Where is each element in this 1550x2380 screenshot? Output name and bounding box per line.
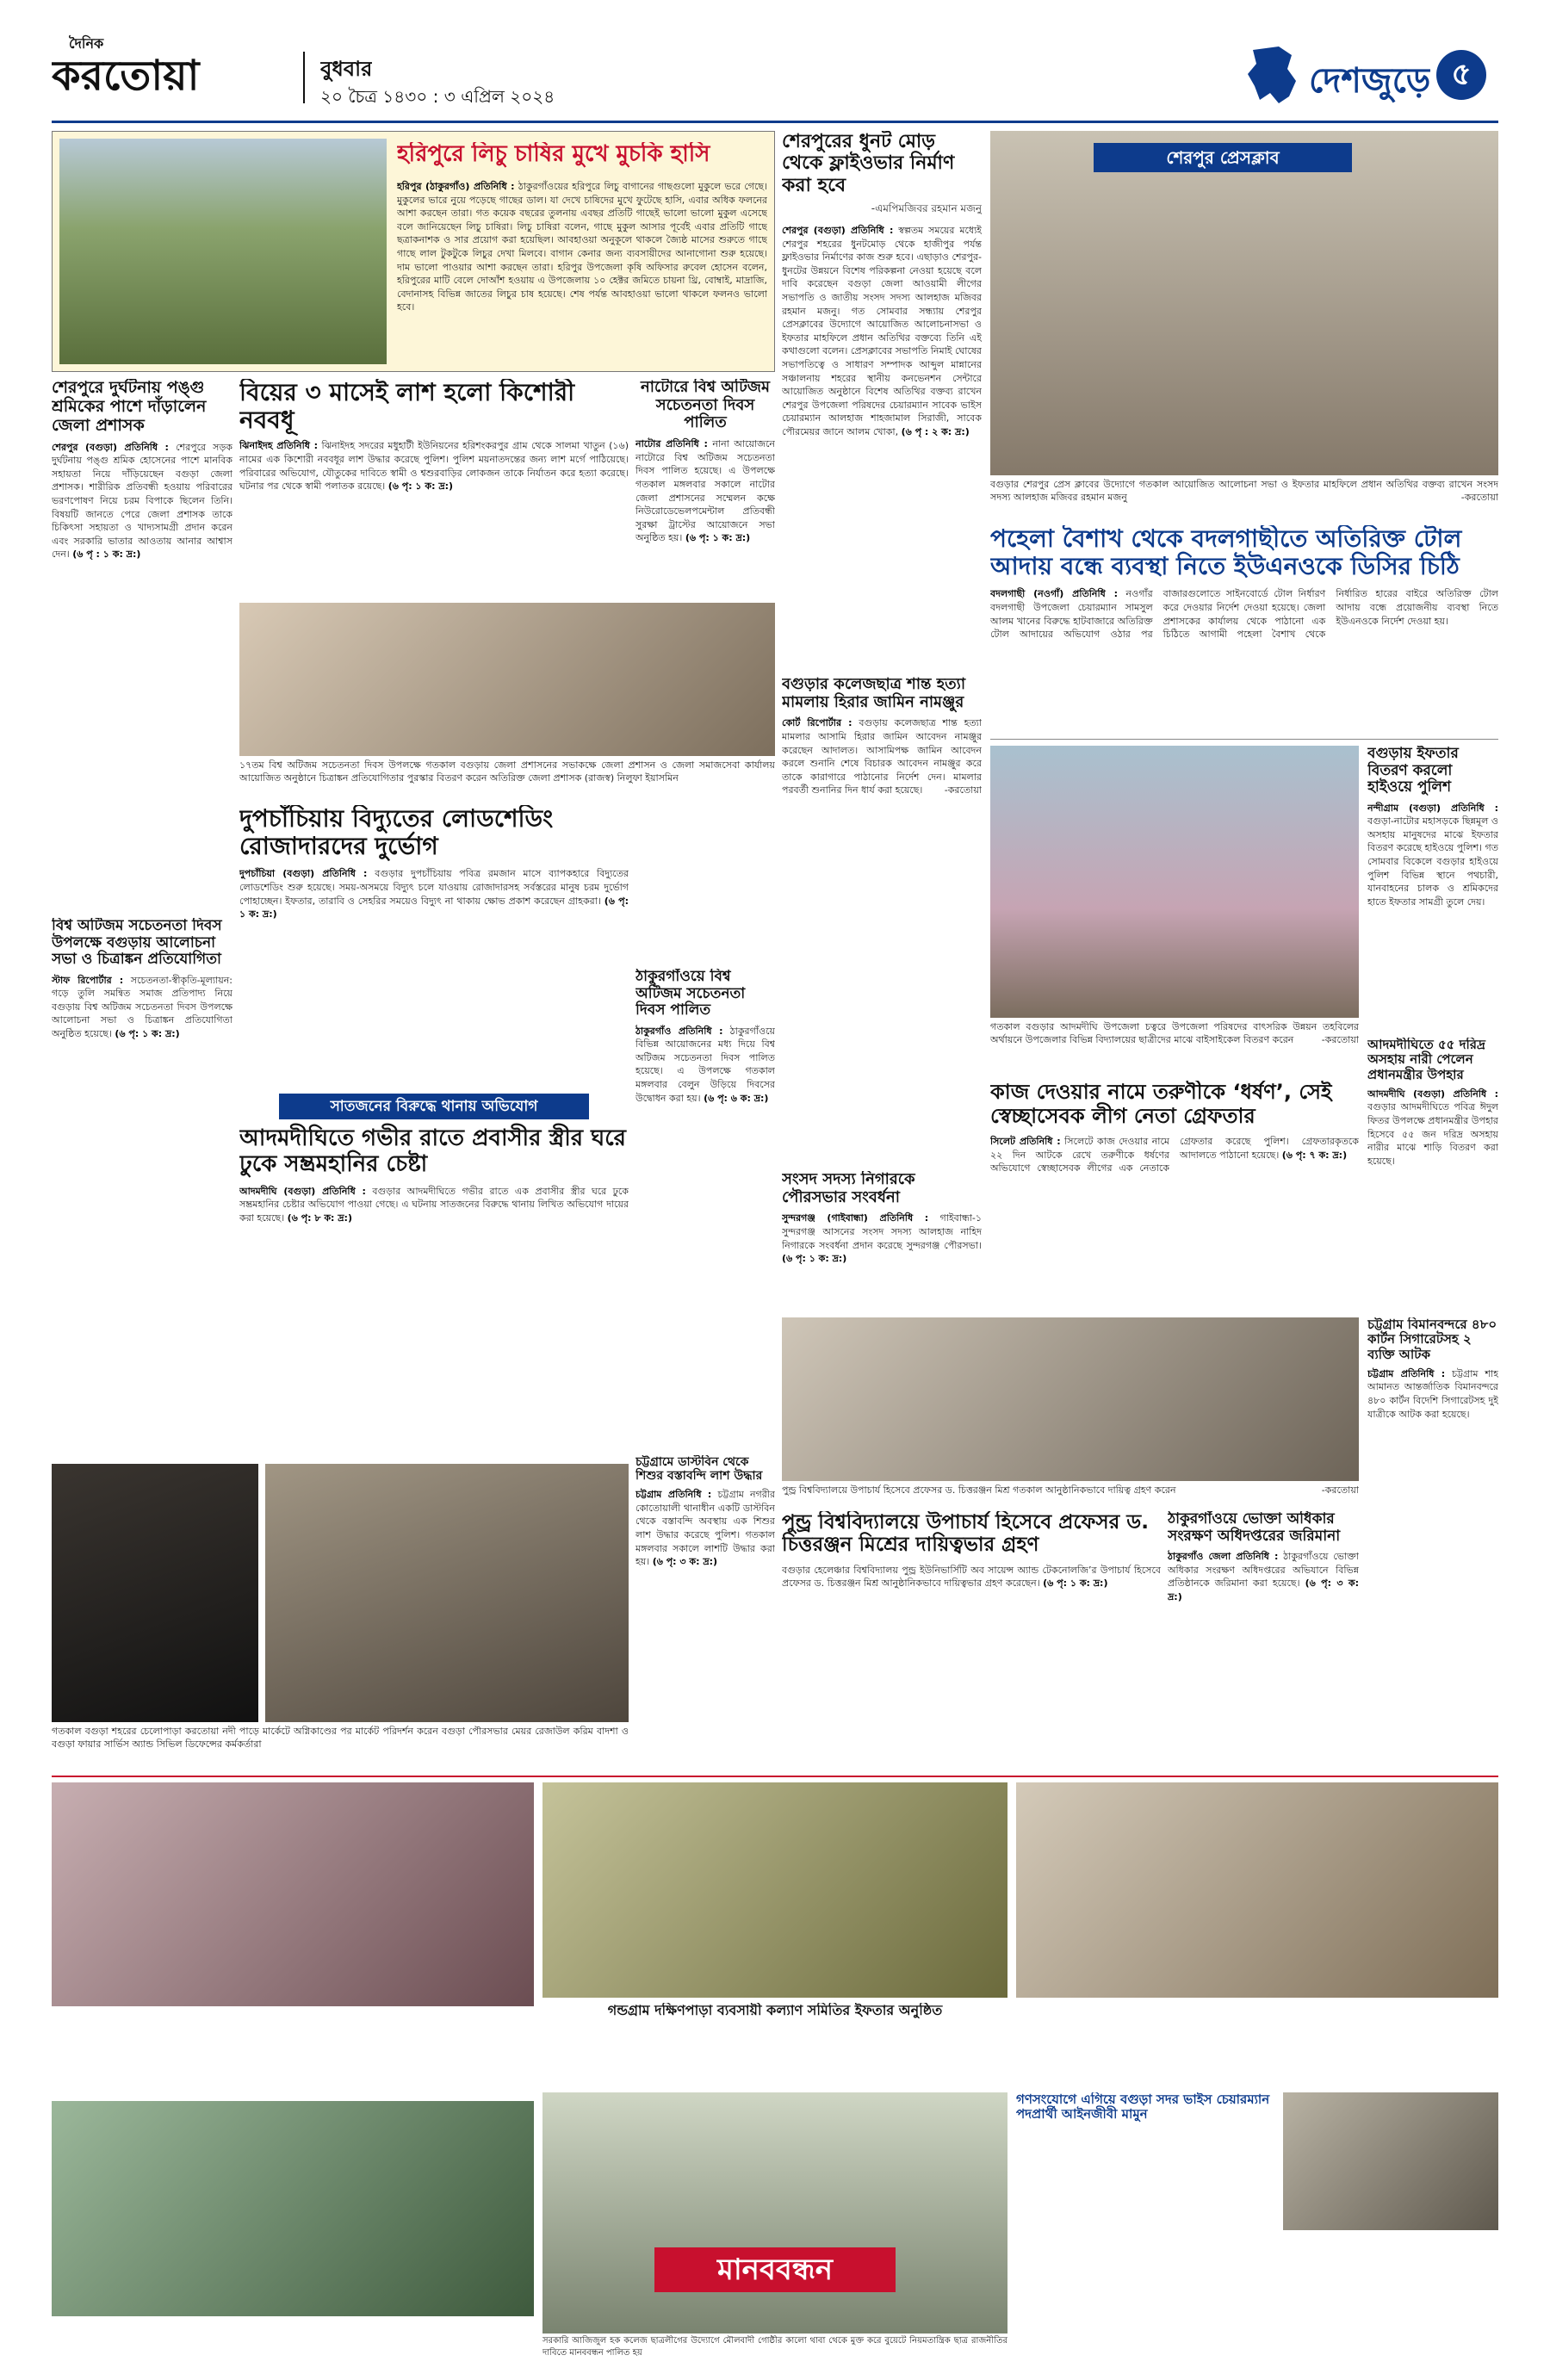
dustbin-headline: চট্টগ্রামে ডাস্টবিন থেকে শিশুর বস্তাবন্দি লাশ উদ্ধার [636, 1455, 763, 1484]
cigarette-article [1367, 1317, 1498, 1765]
sherpur-caption-credit: -করতোয়া [1460, 491, 1498, 503]
fire-photo-caption: গতকাল বগুড়া শহরের চেলোপাড়া করতোয়া নদী পাড়ে মার্কেটে অগ্নিকাণ্ডের পর মার্কেট পরিদর্শন করেন বগুড়া পৌরসভার মেয়র রেজাউল করিম বাদশা ও বগুড়া ফায়ার সার্ভিস অ্যান্ড সিভিল ডিফেন্সের কর্মকর্তারা [52, 1726, 629, 1750]
autism-bogura-lead-bold: স্টাফ রিপোর্টার : [52, 974, 124, 986]
loadshedding-article [239, 805, 629, 1089]
loadshedding-body [239, 867, 629, 920]
masthead [0, 0, 1550, 129]
dhorshon-headline: কাজ দেওয়ার নামে তরুণীকে ‘ধর্ষণ’, সেই স্বেচ্ছাসেবক লীগ নেতা গ্রেফতার [990, 1081, 1332, 1128]
thakurgaon-autism-article [636, 969, 775, 1451]
ifter-police-headline: বগুড়ায় ইফতার বিতরণ করলো হাইওয়ে পুলিশ [1367, 746, 1459, 796]
adamdighi-gift-headline: আদমদীঘিতে ৫৫ দরিদ্র অসহায় নারী পেলেন প্রধানমন্ত্রীর উপহার [1367, 1038, 1486, 1082]
lichi-headline: হরিপুরে লিচু চাষির মুখে মুচকি হাসি [397, 142, 710, 167]
toll-lead-bold: বদলগাছী (নওগাঁ) প্রতিনিধি : [990, 588, 1119, 600]
cigarette-lead: চট্টগ্রাম শাহ আমানত আন্তর্জাতিক বিমানবন্দরে ৪৮০ কার্টন বিদেশি সিগারেটসহ দুই যাত্রীকে আটক করা হয়েছে। [1367, 1367, 1498, 1420]
logo-small: দৈনিক [69, 35, 104, 52]
sherpur-photo-caption [990, 479, 1498, 505]
lichi-photo [59, 139, 387, 364]
autism-natore-lead: নানা আয়োজনে নাটোরে বিশ্ব অটিজম সচেতনতা দিবস পালিত হয়েছে। এ উপলক্ষে গতকাল মঙ্গলবার সকালে নাটোর জেলা প্রশাসনের সম্মেলন কক্ষে নিউরোডেভেলপমেন্টাল প্রতিবন্ধী সুরক্ষা ট্রাস্টের আয়োজনে সভা অনুষ্ঠিত হয়। [636, 438, 775, 544]
lower-rule [52, 1776, 1498, 1777]
vokta-lead-bold: ঠাকুরগাঁও জেলা প্রতিনিধি : [1168, 1551, 1279, 1563]
vokta-article [1168, 1511, 1359, 1770]
hira-headline: বগুড়ার কলেজছাত্র শান্ত হত্যা মামলায় হিরার জামিন নামঞ্জুর [782, 676, 966, 711]
hira-body [782, 716, 982, 797]
bike-caption-credit: -করতোয়া [1321, 1033, 1359, 1045]
vc-caption-credit: -করতোয়া [1321, 1484, 1359, 1496]
nobobodhu-headline: বিয়ের ৩ মাসেই লাশ হলো কিশোরী নববধূ [239, 379, 575, 435]
hira-credit: -করতোয়া [944, 784, 982, 796]
bottom-photo-3 [1016, 1782, 1498, 1998]
sherpur-photo [990, 131, 1498, 475]
toll-rule [990, 739, 1498, 740]
autism-photo [239, 603, 775, 756]
bike-photo-caption [990, 1021, 1359, 1047]
autism-natore-headline: নাটোরে বিশ্ব অটিজম সচেতনতা দিবস পালিত [641, 379, 770, 432]
toll-body [990, 587, 1498, 641]
pongu-article [52, 379, 232, 913]
dustbin-body [636, 1488, 775, 1569]
autism-bogura-article [52, 918, 232, 1460]
gongogram-headline: গন্ডগ্রাম দক্ষিণপাড়া ব্যবসায়ী কল্যাণ সমিতির ইফতার অনুষ্ঠিত [607, 2003, 943, 2018]
adamdighi-gift-article [1367, 1038, 1498, 1313]
manob-banner: মানববন্ধন [654, 2247, 896, 2292]
autism-photo-block [239, 603, 775, 801]
fire-photo-left [52, 1464, 258, 1722]
dustbin-continued: (৬ পৃ: ৩ ক: দ্র:) [652, 1556, 718, 1568]
songsod-article [782, 1171, 982, 1309]
dhorshon-article [990, 1081, 1359, 1313]
flyover-body [782, 224, 982, 439]
loadshedding-lead: বগুড়ার দুপচাঁচিয়ায় পবিত্র রমজান মাসে ব্যাপকহারে বিদ্যুতের লোডশেডিং শুরু হয়েছে। সময়-অসময়ে বিদ্যুৎ চলে যাওয়ায় রোজাদারসহ সর্বস্তরের মানুষ চরম দুর্ভোগ পোহাচ্ছেন। ইফতার, তারাবি ও সেহরির সময়েও বিদ্যুৎ না থাকায় ক্ষোভ প্রকাশ করেছেন গ্রাহকরা। [239, 868, 629, 907]
lichi-lead: ঠাকুরগাঁওয়ের হরিপুরে লিচু বাগানের গাছগুলো মুকুলে ভরে গেছে। মুকুলের ভারে নুয়ে পড়েছে গাছের ডাল। যা দেখে চাষিদের মুখে ফুটেছে হাসি, এবার অধিক ফলনের আশা করছেন তারা। গত কয়েক বছরের তুলনায় এবছর প্রতিটি গাছেই ভালো ভালো মুকুল এসেছে বলে জানিয়েছেন লিচু চাষিরা। লিচু চাষিরা বলেন, গাছে মুকুল আসার পূর্বেই এবার প্রতিটি গাছে ছত্রাকনাশক ও সার প্রয়োগ করা হয়েছিল। আবহাওয়া অনুকূলে থাকলে জ্যৈষ্ঠ মাসের শুরুতে গাছে গাছে লাল টুকটুকে লিচুর দেখা মিলবে। বাগান কেনার জন্য ব্যবসায়ীদের আনাগোনা শুরু হয়েছে। দাম ভালো পাওয়ার আশা করছেন তারা। হরিপুর উপজেলা কৃষি অফিসার রুবেল হোসেন বলেন, হরিপুরের মাটি বেলে দোআঁশ হওয়ায় এ উপজেলায় ১০ হেক্টর জমিতে চায়না থ্রি, বোম্বাই, মাদ্রাজি, বেদানাসহ বিভিন্ন জাতের লিচুর চাষ হয়েছে। শেষ পর্যন্ত আবহাওয়া ভালো থাকলে ফলনও ভালো হবে। [397, 181, 767, 313]
autism-bogura-body [52, 974, 232, 1041]
fire-photo-right [265, 1464, 629, 1722]
thakurgaon-autism-headline: ঠাকুরগাঁওয়ে বিশ্ব অটিজম সচেতনতা দিবস পালিত [636, 969, 746, 1020]
bangladesh-map-icon [1244, 43, 1300, 108]
bottom-photo-4 [52, 2101, 534, 2316]
masthead-rule [52, 121, 1498, 123]
nobobodhu-article [239, 379, 629, 598]
bottom-photo-2 [542, 1782, 1008, 1998]
sotojon-headline: আদমদীঘিতে গভীর রাতে প্রবাসীর স্ত্রীর ঘরে ঢুকে সম্ভ্রমহানির চেষ্টা [239, 1125, 626, 1177]
dhorshon-body [990, 1135, 1359, 1175]
vc-photo-block [782, 1317, 1359, 1507]
songsod-continued: (৬ পৃ: ১ ক: দ্র:) [782, 1253, 847, 1265]
vc-caption-text: পুন্ড্র বিশ্ববিদ্যালয়ে উপাচার্য হিসেবে প্রফেসর ড. চিত্তরঞ্জন মিশ্র গতকাল আনুষ্ঠানিকভাবে দায়িত্ব গ্রহণ করেন [782, 1484, 1176, 1496]
lichi-article [52, 131, 775, 372]
loadshedding-continued: (৬ পৃ: ১ ক: দ্র:) [239, 895, 629, 920]
loadshedding-headline: দুপচাঁচিয়ায় বিদ্যুতের লোডশেডিং রোজাদারদের দুর্ভোগ [239, 805, 554, 861]
page-number-value: ৫ [1451, 57, 1472, 92]
toll-headline: পহেলা বৈশাখ থেকে বদলগাছীতে অতিরিক্ত টোল আদায় বন্ধে ব্যবস্থা নিতে ইউএনওকে ডিসির চিঠি [990, 525, 1462, 581]
flyover-continued: (৬ পৃ : ২ ক: দ্র:) [901, 426, 970, 438]
masthead-day: বুধবার [320, 57, 373, 81]
flyover-article [782, 131, 982, 768]
songsod-headline: সংসদ সদস্য নিগারকে পৌরসভার সংবর্ধনা [782, 1171, 915, 1206]
vc-body [782, 1564, 1161, 1590]
autism-natore-article [636, 379, 775, 598]
loadshedding-lead-bold: দুপচাঁচিয়া (বগুড়া) প্রতিনিধি : [239, 868, 368, 880]
bike-photo-block [990, 746, 1359, 1073]
lichi-lead-bold: হরিপুর (ঠাকুরগাঁও) প্রতিনিধি : [397, 181, 515, 192]
vokta-headline: ঠাকুরগাঁওয়ে ভোক্তা অধিকার সংরক্ষণ অধিদপ্তরের জরিমানা [1168, 1511, 1341, 1545]
flyover-lead-bold: শেরপুর (বগুড়া) প্রতিনিধি : [782, 224, 894, 236]
dustbin-lead: চট্টগ্রাম নগরীর কোতোয়ালী থানাধীন একটি ডাস্টবিন থেকে বস্তাবন্দি অবস্থায় এক শিশুর লাশ উদ্ধার করেছে পুলিশ। গতকাল মঙ্গলবার সকালে লাশটি উদ্ধার করা হয়। [636, 1489, 775, 1568]
thakurgaon-autism-body [636, 1025, 775, 1106]
songsod-lead-bold: সুন্দরগঞ্জ (গাইবান্ধা) প্রতিনিধি : [782, 1212, 929, 1224]
toll-lead: নওগাঁর বদলগাছী উপজেলা চেয়ারম্যান সামসুল আলম খানের বিরুদ্ধে হাটবাজারে অতিরিক্ত টোল আদায়ের অভিযোগ ওঠার পর বাজারগুলোতে সাইনবোর্ডে টোল নির্ধারণ করে দেওয়ার নির্দেশ দেওয়া হয়েছে। জেলা প্রশাসকের কার্যালয় থেকে পাঠানো এক চিঠিতে আগামী পহেলা বৈশাখ থেকে নির্ধারিত হারের বাইরে অতিরিক্ত টোল আদায় বন্ধে প্রয়োজনীয় ব্যবস্থা নিতে ইউএনওকে নির্দেশ দেওয়া হয়। [990, 588, 1498, 641]
autism-natore-lead-bold: নাটোর প্রতিনিধি : [636, 438, 708, 450]
sherpur-photo-banner: শেরপুর প্রেসক্লাব [1094, 143, 1352, 172]
vc-photo [782, 1317, 1359, 1481]
sotojon-body [239, 1185, 629, 1225]
ifter-police-lead: বগুড়া-নাটোর মহাসড়কে ছিন্নমূল ও অসহায় মানুষদের মাঝে ইফতার বিতরণ করেছে হাইওয়ে পুলিশ। গত সোমবার বিকেলে বগুড়ার হাইওয়ে পুলিশ বিভিন্ন স্থানে পথচারী, যানবাহনের চালক ও শ্রমিকদের হাতে ইফতার সামগ্রী তুলে দেয়। [1367, 815, 1498, 908]
dainik-photo [1283, 2092, 1498, 2230]
logo-title: করতোয়া [52, 52, 200, 100]
sotojon-article [239, 1094, 629, 1455]
autism-bogura-continued: (৬ পৃ: ১ ক: দ্র:) [115, 1028, 180, 1040]
sherpur-photo-block [990, 131, 1498, 517]
vokta-body [1168, 1550, 1359, 1603]
ifter-police-article [1367, 746, 1498, 1030]
nobobodhu-continued: (৬ পৃ: ১ ক: দ্র:) [388, 480, 454, 493]
thakurgaon-autism-continued: (৬ পৃ: ৬ ক: দ্র:) [704, 1092, 769, 1104]
autism-natore-continued: (৬ পৃ: ১ ক: দ্র:) [685, 532, 751, 544]
adamdighi-gift-body [1367, 1088, 1498, 1168]
nobobodhu-lead-bold: ঝিনাইদহ প্রতিনিধি : [239, 440, 319, 452]
vc-article [782, 1511, 1161, 1770]
hira-article [782, 676, 982, 1158]
vc-lead: বগুড়ার হেলেঞ্চার বিশ্ববিদ্যালয় পুন্ড্র ইউনিভার্সিটি অব সায়েন্স অ্যান্ড টেকনোলজি’র উপাচার্য হিসেবে প্রফেসর ড. চিত্তরঞ্জন মিশ্র আনুষ্ঠানিকভাবে দায়িত্বভার গ্রহণ করেছেন। [782, 1564, 1161, 1590]
autism-bogura-headline: বিশ্ব অটিজম সচেতনতা দিবস উপলক্ষে বগুড়ায় আলোচনা সভা ও চিত্রাঙ্কন প্রতিযোগিতা [52, 918, 222, 969]
dustbin-lead-bold: চট্টগ্রাম প্রতিনিধি : [636, 1489, 712, 1501]
dustbin-article [636, 1455, 775, 1765]
dainik-headline: গণসংযোগে এগিয়ে বগুড়া সদর ভাইস চেয়ারম্যান পদপ্রার্থী আইনজীবী মামুন [1016, 2092, 1270, 2123]
cigarette-lead-bold: চট্টগ্রাম প্রতিনিধি : [1367, 1367, 1446, 1379]
cigarette-body [1367, 1367, 1498, 1421]
bike-photo [990, 746, 1359, 1018]
vokta-lead: ঠাকুরগাঁওয়ে ভোক্তা অধিকার সংরক্ষণ অধিদপ্তরের অভিযানে বিভিন্ন প্রতিষ্ঠানকে জরিমানা করা হয়েছে। [1168, 1551, 1359, 1590]
flyover-lead: স্বল্পতম সময়ের মধ্যেই শেরপুর শহরের ধুনটমোড় থেকে হাজীপুর পর্যন্ত ফ্লাইওভার নির্মাণের কাজ শুরু হবে। এছাড়াও শেরপুর-ধুনটের উন্নয়নে বিশেষ পরিকল্পনা নেওয়া হয়েছে বলে দাবি করেছেন বগুড়া জেলা আওয়ামী লীগের সভাপতি ও জাতীয় সংসদ সদস্য আলহাজ মজিবর রহমান মজনু। গত সোমবার সন্ধ্যায় শেরপুর প্রেসক্লাবের উদ্যোগে আয়োজিত আলোচনাসভা ও ইফতার মাহফিলে প্রধান অতিথির বক্তব্যে তিনি এই কথাগুলো বলেন। প্রেসক্লাবের সভাপতি নিমাই ঘোষের সভাপতিত্বে ও সাধারণ সম্পাদক আব্দুল মান্নানের সঞ্চালনায় শহরের স্থানীয় কনভেনশন সেন্টারে আয়োজিত অনুষ্ঠানে বিশেষ অতিথির বক্তব্য রাখেন শেরপুর উপজেলা পরিষদের চেয়ারম্যান সাবেক ভাইস চেয়ারম্যান আলহাজ শাহজামাল সিরাজী, সাবেক পৌরমেয়র জানে আলম খোকা, [782, 224, 982, 438]
dainik-block [1016, 2092, 1498, 2377]
ifter-police-lead-bold: নন্দীগ্রাম (বগুড়া) প্রতিনিধি : [1367, 802, 1498, 814]
adamdighi-gift-lead: বগুড়ার আদমদীঘিতে পবিত্র ঈদুল ফিতর উপলক্ষে প্রধানমন্ত্রীর উপহার হিসেবে ৫৫ জন দরিদ্র অসহায় নারীর মাঝে শাড়ি বিতরণ করা হয়েছে। [1367, 1101, 1498, 1167]
dhorshon-continued: (৬ পৃ: ৭ ক: দ্র:) [1281, 1149, 1348, 1161]
section-title: দেশজুড়ে [1309, 61, 1431, 101]
hira-lead-bold: কোর্ট রিপোর্টার : [782, 717, 852, 729]
sotojon-banner: সাতজনের বিরুদ্ধে থানায় অভিযোগ [279, 1094, 589, 1119]
sotojon-lead: বগুড়ার আদমদীঘিতে গভীর রাতে এক প্রবাসীর স্ত্রীর ঘরে ঢুকে সম্ভ্রমহানির চেষ্টার অভিযোগ পাওয়া গেছে। এ ঘটনায় সাতজনের বিরুদ্ধে থানায় লিখিত অভিযোগ দায়ের করা হয়েছে। [239, 1185, 629, 1224]
pongu-lead: শেরপুরে সড়ক দুর্ঘটনায় পঙ্গু শ্রমিক হোসেনের পাশে মানবিক সহায়তা নিয়ে দাঁড়িয়েছেন বগুড়া জেলা প্রশাসক। শারীরিক প্রতিবন্ধী হওয়ায় পরিবারের ভরণপোষণ নিয়ে চরম বিপাকে ছিলেন তিনি। বিষয়টি জানতে পেরে জেলা প্রশাসক তাকে চিকিৎসা সহায়তা ও খাদ্যসামগ্রী প্রদান করেন এবং সরকারি ভাতার আওতায় আনার আশ্বাস দেন। [52, 441, 232, 561]
page-number [1436, 50, 1486, 100]
vc-continued: (৬ পৃ: ১ ক: দ্র:) [1043, 1577, 1108, 1590]
pongu-lead-bold: শেরপুর (বগুড়া) প্রতিনিধি : [52, 441, 169, 453]
pongu-headline: শেরপুরে দুর্ঘটনায় পঙ্গু শ্রমিকের পাশে দাঁড়ালেন জেলা প্রশাসক [52, 379, 207, 435]
nobobodhu-lead: ঝিনাইদহ সদরের মধুহাটী ইউনিয়নের হরিশংকরপুর গ্রাম থেকে সালমা খাতুন (১৬) নামের এক কিশোরী নববধূর লাশ উদ্ধার করেছে পুলিশ। পুলিশ ময়নাতদন্তের জন্য লাশ মর্গে পাঠিয়েছে। পরিবারের অভিযোগ, যৌতুকের দাবিতে স্বামী ও শ্বশুরবাড়ির লোকজন তাকে নির্যাতন করে হত্যা করেছে। ঘটনার পর থেকে স্বামী পলাতক রয়েছে। [239, 440, 629, 493]
lichi-body [397, 180, 767, 365]
bike-caption-text: গতকাল বগুড়ার আদমদীঘি উপজেলা চত্বরে উপজেলা পরিষদের বাৎসরিক উন্নয়ন তহবিলের অর্থায়নে উপজেলার বিভিন্ন বিদ্যালয়ের ছাত্রীদের মাঝে বাইসাইকেল বিতরণ করেন [990, 1021, 1359, 1045]
sotojon-continued: (৬ পৃ: ৮ ক: দ্র:) [287, 1212, 352, 1224]
hira-lead: বগুড়ায় কলেজছাত্র শান্ত হত্যা মামলার আসামি হিরার জামিন আবেদন নামঞ্জুর করেছেন আদালত। আসামিপক্ষ জামিন আবেদন করলে শুনানি শেষে বিচারক আবেদন নামঞ্জুর করে তাকে কারাগারে পাঠানোর নির্দেশ দেন। মামলার পরবর্তী শুনানির দিন ধার্য করা হয়েছে। [782, 717, 982, 796]
ifter-police-body [1367, 802, 1498, 909]
autism-natore-body [636, 437, 775, 545]
masthead-divider [303, 52, 305, 103]
flyover-byline: -এমপিমজিবর রহমান মজনু [871, 201, 982, 214]
bottom-photo-1 [52, 1782, 534, 2006]
manob-photo [542, 2092, 1008, 2334]
vc-photo-caption [782, 1484, 1359, 1497]
masthead-date: ২০ চৈত্র ১৪৩০ : ৩ এপ্রিল ২০২৪ [320, 86, 555, 107]
autism-photo-caption: ১৭তম বিশ্ব অটিজম সচেতনতা দিবস উপলক্ষে গতকাল বগুড়ায় জেলা প্রশাসনের সভাকক্ষে জেলা প্রশাসন ও জেলা সমাজসেবা কার্যালয় আয়োজিত অনুষ্ঠানে চিত্রাঙ্কন প্রতিযোগিতার পুরস্কার বিতরণ করেন অতিরিক্ত জেলা প্রশাসক (রাজস্ব) নিলুফা ইয়াসমিন [239, 759, 775, 784]
pongu-continued: (৬ পৃ : ১ ক: দ্র:) [72, 549, 141, 561]
dhorshon-lead-bold: সিলেট প্রতিনিধি : [990, 1136, 1061, 1148]
dhorshon-lead: সিলেটে কাজ দেওয়ার নামে ২২ দিন আটকে রেখে তরুণীকে ধর্ষণের অভিযোগে স্বেচ্ছাসেবক লীগের এক নেতাকে গ্রেফতার করেছে পুলিশ। গ্রেফতারকৃতকে আদালতে পাঠানো হয়েছে। [990, 1136, 1359, 1175]
cigarette-headline: চট্টগ্রাম বিমানবন্দরে ৪৮০ কার্টন সিগারেটসহ ২ ব্যক্তি আটক [1367, 1317, 1497, 1362]
adamdighi-gift-lead-bold: আদমদীঘি (বগুড়া) প্রতিনিধি : [1367, 1088, 1498, 1100]
thakurgaon-autism-lead: ঠাকুরগাঁওয়ে বিভিন্ন আয়োজনের মধ্য দিয়ে বিশ্ব অটিজম সচেতনতা দিবস পালিত হয়েছে। এ উপলক্ষে গতকাল মঙ্গলবার বেলুন উড়িয়ে দিবসের উদ্বোধন করা হয়। [636, 1025, 775, 1104]
songsod-lead: গাইবান্ধা-১ সুন্দরগঞ্জ আসনের সংসদ সদস্য আলহাজ নাহিদ নিগারকে সংবর্ধনা প্রদান করেছে সুন্দরগঞ্জ পৌরসভা। [782, 1212, 982, 1251]
masthead-logo [52, 33, 293, 102]
nobobodhu-body [239, 439, 629, 493]
sotojon-lead-bold: আদমদীঘি (বগুড়া) প্রতিনিধি : [239, 1185, 366, 1197]
vokta-continued: (৬ পৃ: ৩ ক: দ্র:) [1168, 1577, 1359, 1602]
thakurgaon-autism-lead-bold: ঠাকুরগাঁও প্রতিনিধি : [636, 1025, 723, 1037]
fire-photo-block [52, 1464, 629, 1770]
vc-headline: পুন্ড্র বিশ্ববিদ্যালয়ে উপাচার্য হিসেবে প্রফেসর ড. চিত্তরঞ্জন মিশ্রের দায়িত্বভার গ্রহণ [782, 1511, 1149, 1557]
songsod-body [782, 1212, 982, 1265]
toll-article [990, 525, 1498, 732]
flyover-headline: শেরপুরের ধুনট মোড় থেকে ফ্লাইওভার নির্মাণ করা হবে [782, 131, 955, 196]
autism-bogura-lead: সচেতনতা-স্বীকৃতি-মূল্যায়ন: গড়ে তুলি সমন্বিত সমাজ প্রতিপাদ্য নিয়ে বগুড়ায় বিশ্ব অটিজম সচেতনতা দিবস উপলক্ষে আলোচনা সভা ও চিত্রাঙ্কন প্রতিযোগিতা অনুষ্ঠিত হয়েছে। [52, 974, 232, 1040]
pongu-body [52, 441, 232, 561]
manob-caption: সরকারি আজিজুল হক কলেজ ছাত্রলীগের উদ্যোগে মৌলবাদী গোষ্ঠীর কালো থাবা থেকে মুক্ত করে বুয়েটে নিয়মতান্ত্রিক ছাত্র রাজনীতির দাবিতে মানববন্ধন পালিত হয় [542, 2336, 1008, 2358]
sherpur-caption-text: বগুড়ার শেরপুর প্রেস ক্লাবের উদ্যোগে গতকাল আয়োজিত আলোচনা সভা ও ইফতার মাহফিলে প্রধান অতিথির বক্তব্য রাখেন সংসদ সদস্য আলহাজ মজিবর রহমান মজনু [990, 479, 1498, 503]
